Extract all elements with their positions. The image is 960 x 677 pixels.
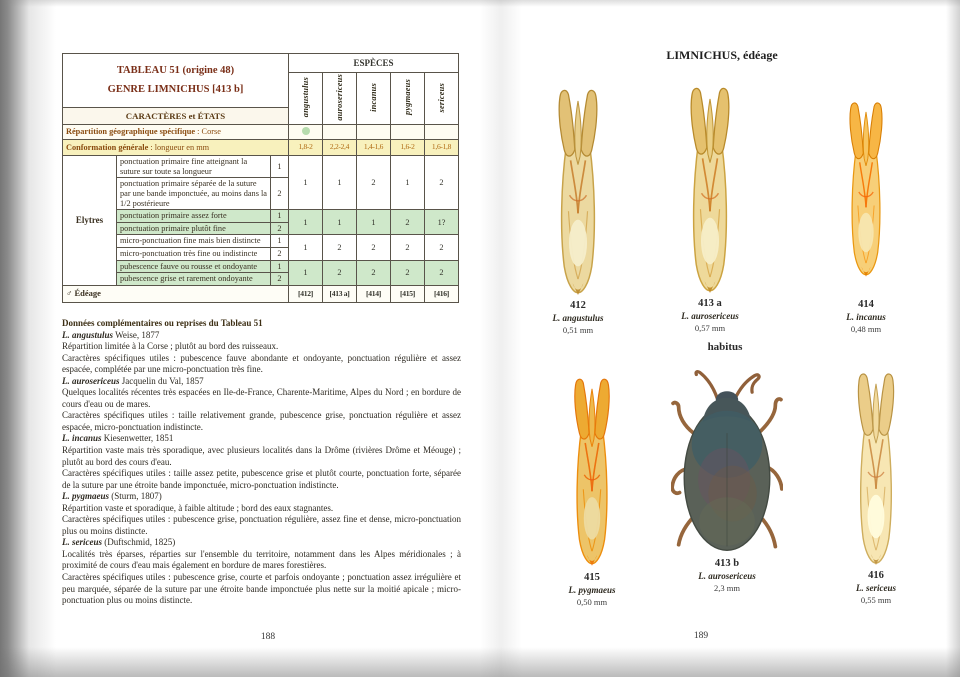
value-cell: 1 xyxy=(323,156,357,210)
state-number: 2 xyxy=(271,178,289,210)
species-authority: Jacquelin du Val, 1857 xyxy=(119,375,204,386)
figure-413b xyxy=(667,368,787,594)
state-number: 1 xyxy=(271,210,289,223)
species-entry-head xyxy=(62,491,461,503)
length-value: 2,2-2,4 xyxy=(323,140,357,156)
value-cell: 2 xyxy=(357,260,391,285)
state-description: micro-ponctuation très fine ou indistincte xyxy=(117,248,271,261)
figure-416 xyxy=(816,368,936,606)
table-title: TABLEAU 51 (origine 48) xyxy=(116,64,235,76)
species-entry xyxy=(62,433,461,491)
figure-413a xyxy=(650,82,770,334)
edeage-row xyxy=(63,285,459,302)
species-paragraph: Répartition vaste et sporadique, à faible altitude ; bord des eaux stagnantes. xyxy=(62,502,334,513)
edeage-ref: [412] xyxy=(289,285,323,302)
character-row xyxy=(63,260,459,273)
repartition-cell xyxy=(391,125,425,140)
figure-number: 414 xyxy=(858,299,874,310)
conformation-row xyxy=(63,140,459,156)
edeagus-figure-415 xyxy=(563,372,621,568)
figure-species: L. incanus xyxy=(846,312,886,322)
value-cell: 2 xyxy=(425,235,459,260)
figure-species: L. angustulus xyxy=(552,313,604,323)
figure-number: 416 xyxy=(868,570,884,581)
page-number-right: 189 xyxy=(693,631,709,641)
conformation-label xyxy=(63,140,289,156)
species-name: pygmaeus xyxy=(402,79,412,116)
edeagus-figure-412 xyxy=(539,84,617,296)
conformation-label-rest: : longueur en mm xyxy=(148,142,210,152)
figure-number: 413 a xyxy=(698,298,722,309)
species-col-incanus xyxy=(357,73,391,125)
value-cell: 2 xyxy=(357,156,391,210)
species-paragraph: Caractères spécifiques utiles : pubescence grise, ponctuation régulière, assez fine et dense, micro-ponctuation plus ou moins distincte. xyxy=(62,514,461,536)
repartition-label xyxy=(63,125,289,140)
value-cell: 1 xyxy=(357,210,391,235)
edeagus-figure-414 xyxy=(839,80,893,295)
value-cell: 2 xyxy=(323,235,357,260)
repartition-label-rest: : Corse xyxy=(195,127,221,137)
length-value: 1,4-1,6 xyxy=(357,140,391,156)
repartition-label-bold: Répartition géographique spécifique xyxy=(66,127,196,137)
state-description: pubescence fauve ou rousse et ondoyante xyxy=(117,260,271,273)
habitus-label: habitus xyxy=(707,341,743,353)
length-value: 1,6-1,8 xyxy=(425,140,459,156)
repartition-cell xyxy=(357,125,391,140)
table-title-cell xyxy=(63,54,289,108)
edeage-label: ♂ Édéage xyxy=(63,285,289,302)
value-cell: 2 xyxy=(425,260,459,285)
figure-size: 0,57 mm xyxy=(694,323,726,333)
state-number: 2 xyxy=(271,248,289,261)
figure-number: 412 xyxy=(570,300,586,311)
edeage-ref: [416] xyxy=(425,285,459,302)
length-value: 1,8-2 xyxy=(289,140,323,156)
state-number: 1 xyxy=(271,156,289,178)
value-cell: 2 xyxy=(323,260,357,285)
state-description: micro-ponctuation fine mais bien distincte xyxy=(117,235,271,248)
repartition-cell xyxy=(425,125,459,140)
species-entry xyxy=(62,376,461,434)
state-description: ponctuation primaire assez forte xyxy=(117,210,271,223)
figure-species: L. aurosericeus xyxy=(681,311,739,321)
species-authority: Weise, 1877 xyxy=(113,329,160,340)
figure-size: 0,55 mm xyxy=(860,595,892,605)
species-col-pygmaeus xyxy=(391,73,425,125)
notes-heading: Données complémentaires ou reprises du Tableau 51 xyxy=(62,318,263,328)
plate-title: LIMNICHUS, édéage xyxy=(666,48,778,62)
value-cell: 2 xyxy=(425,156,459,210)
figure-label xyxy=(846,299,886,335)
value-cell: 1 xyxy=(289,260,323,285)
figure-label xyxy=(856,570,896,606)
scan-edge-left xyxy=(0,0,56,677)
species-paragraph: Répartition limitée à la Corse ; plutôt au bord des ruisseaux. xyxy=(62,341,279,352)
state-description: ponctuation primaire séparée de la suture par une bande imponctuée, au moins dans la 1/2 postérieure xyxy=(117,178,271,210)
species-entry-head xyxy=(62,330,461,342)
repartition-row xyxy=(63,125,459,140)
page-number-left: 188 xyxy=(260,632,276,642)
character-row xyxy=(63,210,459,223)
species-entry-head xyxy=(62,537,461,549)
state-description: ponctuation primaire plutôt fine xyxy=(117,222,271,235)
determination-table xyxy=(62,53,459,303)
state-description: ponctuation primaire fine atteignant la suture sur toute sa longueur xyxy=(117,156,271,178)
species-name: angustulus xyxy=(300,77,310,118)
species-entry xyxy=(62,491,461,537)
value-cell: 1 xyxy=(391,156,425,210)
figure-plate xyxy=(500,0,960,677)
value-cell: 2 xyxy=(357,235,391,260)
table-genus: GENRE LIMNICHUS [413 b] xyxy=(107,84,244,96)
value-cell: 1 xyxy=(289,156,323,210)
figure-412 xyxy=(518,84,638,336)
character-row xyxy=(63,235,459,248)
species-entry xyxy=(62,537,461,606)
state-number: 2 xyxy=(271,273,289,286)
species-col-aurosericeus xyxy=(323,73,357,125)
species-paragraph: Quelques localités récentes très espacées en Ile-de-France, Charente-Maritime, Alpes du Nord ; en bordure de cours d'eau ou de mares. xyxy=(62,387,461,409)
species-paragraph: Caractères spécifiques utiles : pubescence fauve abondante et ondoyante, ponctuation régulière et assez espacée, complétée par une micro-ponctuation très fine. xyxy=(62,352,461,375)
state-description: pubescence grise et rarement ondoyante xyxy=(117,273,271,286)
figure-label xyxy=(552,300,603,336)
species-name: aurosericeus xyxy=(334,74,344,121)
conformation-label-bold: Conformation générale xyxy=(66,142,149,152)
value-cell: 2 xyxy=(391,235,425,260)
figure-size: 0,51 mm xyxy=(562,325,594,335)
species-entry xyxy=(62,330,461,376)
species-paragraph: Caractères spécifiques utiles : taille assez petite, pubescence grise et plutôt courte, ponctuation forte, séparée de la suture par une étroite bande imponctuée, micro-ponctuation indistincte. xyxy=(62,468,461,490)
figure-415 xyxy=(532,372,652,608)
figure-species: L. pygmaeus xyxy=(568,585,616,595)
figure-414 xyxy=(806,80,926,335)
species-name: L. pygmaeus xyxy=(62,491,109,502)
state-number: 1 xyxy=(271,260,289,273)
figure-label xyxy=(698,558,756,594)
figure-number: 415 xyxy=(584,572,600,583)
value-cell: 2 xyxy=(391,260,425,285)
species-authority: (Sturm, 1807) xyxy=(109,491,162,502)
beetle-habitus-figure xyxy=(671,368,783,554)
species-col-sericeus xyxy=(425,73,459,125)
species-paragraph: Localités très éparses, réparties sur l'ensemble du territoire, notamment dans les Alpes méridionales ; à proximité de cours d'eau mais également en bordure de mares forestières. xyxy=(62,548,461,571)
presence-dot-icon xyxy=(302,127,310,135)
species-name: L. incanus xyxy=(62,433,102,444)
species-notes xyxy=(62,318,461,607)
figure-species: L. aurosericeus xyxy=(698,571,756,581)
caracteres-header: CARACTÈRES et ÉTATS xyxy=(63,108,289,125)
value-cell: 1 xyxy=(289,210,323,235)
species-col-angustulus xyxy=(289,73,323,125)
state-number: 2 xyxy=(271,222,289,235)
figure-size: 0,48 mm xyxy=(850,324,882,334)
species-authority: (Duftschmid, 1825) xyxy=(102,537,176,548)
species-name: L. aurosericeus xyxy=(62,375,120,386)
table-header-row xyxy=(63,54,459,73)
edeagus-figure-413a xyxy=(668,82,752,294)
species-authority: Kiesenwetter, 1851 xyxy=(101,433,174,444)
species-name: L. angustulus xyxy=(62,329,114,340)
figure-size: 2,3 mm xyxy=(714,583,740,593)
species-name: sericeus xyxy=(436,82,446,113)
value-cell: 1? xyxy=(425,210,459,235)
figure-size: 0,50 mm xyxy=(576,597,608,607)
edeage-ref: [413 a] xyxy=(323,285,357,302)
species-paragraph: Caractères spécifiques utiles : pubescence grise, courte et parfois ondoyante ; ponctuation assez irrégulière et peu marquée, séparée de la suture par une étroite bande imponctuée plus nette sur la moitié apicale ; micro-ponctuation plus ou moins distincte. xyxy=(62,572,461,606)
repartition-cell-angustulus xyxy=(289,125,323,140)
edeage-ref: [414] xyxy=(357,285,391,302)
group-label-elytres: Elytres xyxy=(63,156,117,286)
edeage-ref: [415] xyxy=(391,285,425,302)
character-row xyxy=(63,156,459,178)
figure-label xyxy=(569,572,616,608)
species-paragraph: Caractères spécifiques utiles : taille relativement grande, pubescence grise, ponctuation régulière et assez espacée, micro-ponctuation indistincte. xyxy=(62,410,461,432)
species-entry-head xyxy=(62,376,461,388)
especes-header: ESPÈCES xyxy=(289,54,459,73)
figure-number: 413 b xyxy=(714,558,740,569)
species-entry-head xyxy=(62,433,461,445)
figure-species: L. sericeus xyxy=(856,583,896,593)
value-cell: 1 xyxy=(323,210,357,235)
species-name: L. sericeus xyxy=(62,537,102,548)
state-number: 1 xyxy=(271,235,289,248)
figure-label xyxy=(681,298,739,334)
value-cell: 2 xyxy=(391,210,425,235)
repartition-cell xyxy=(323,125,357,140)
length-value: 1,6-2 xyxy=(391,140,425,156)
species-name: incanus xyxy=(368,82,378,112)
value-cell: 1 xyxy=(289,235,323,260)
edeagus-figure-416 xyxy=(842,368,910,566)
species-paragraph: Répartition vaste mais très sporadique, avec plusieurs localités dans la Drôme (rivières Drôme et Méouge) ; plutôt au bord des cours d'eau. xyxy=(62,445,461,467)
